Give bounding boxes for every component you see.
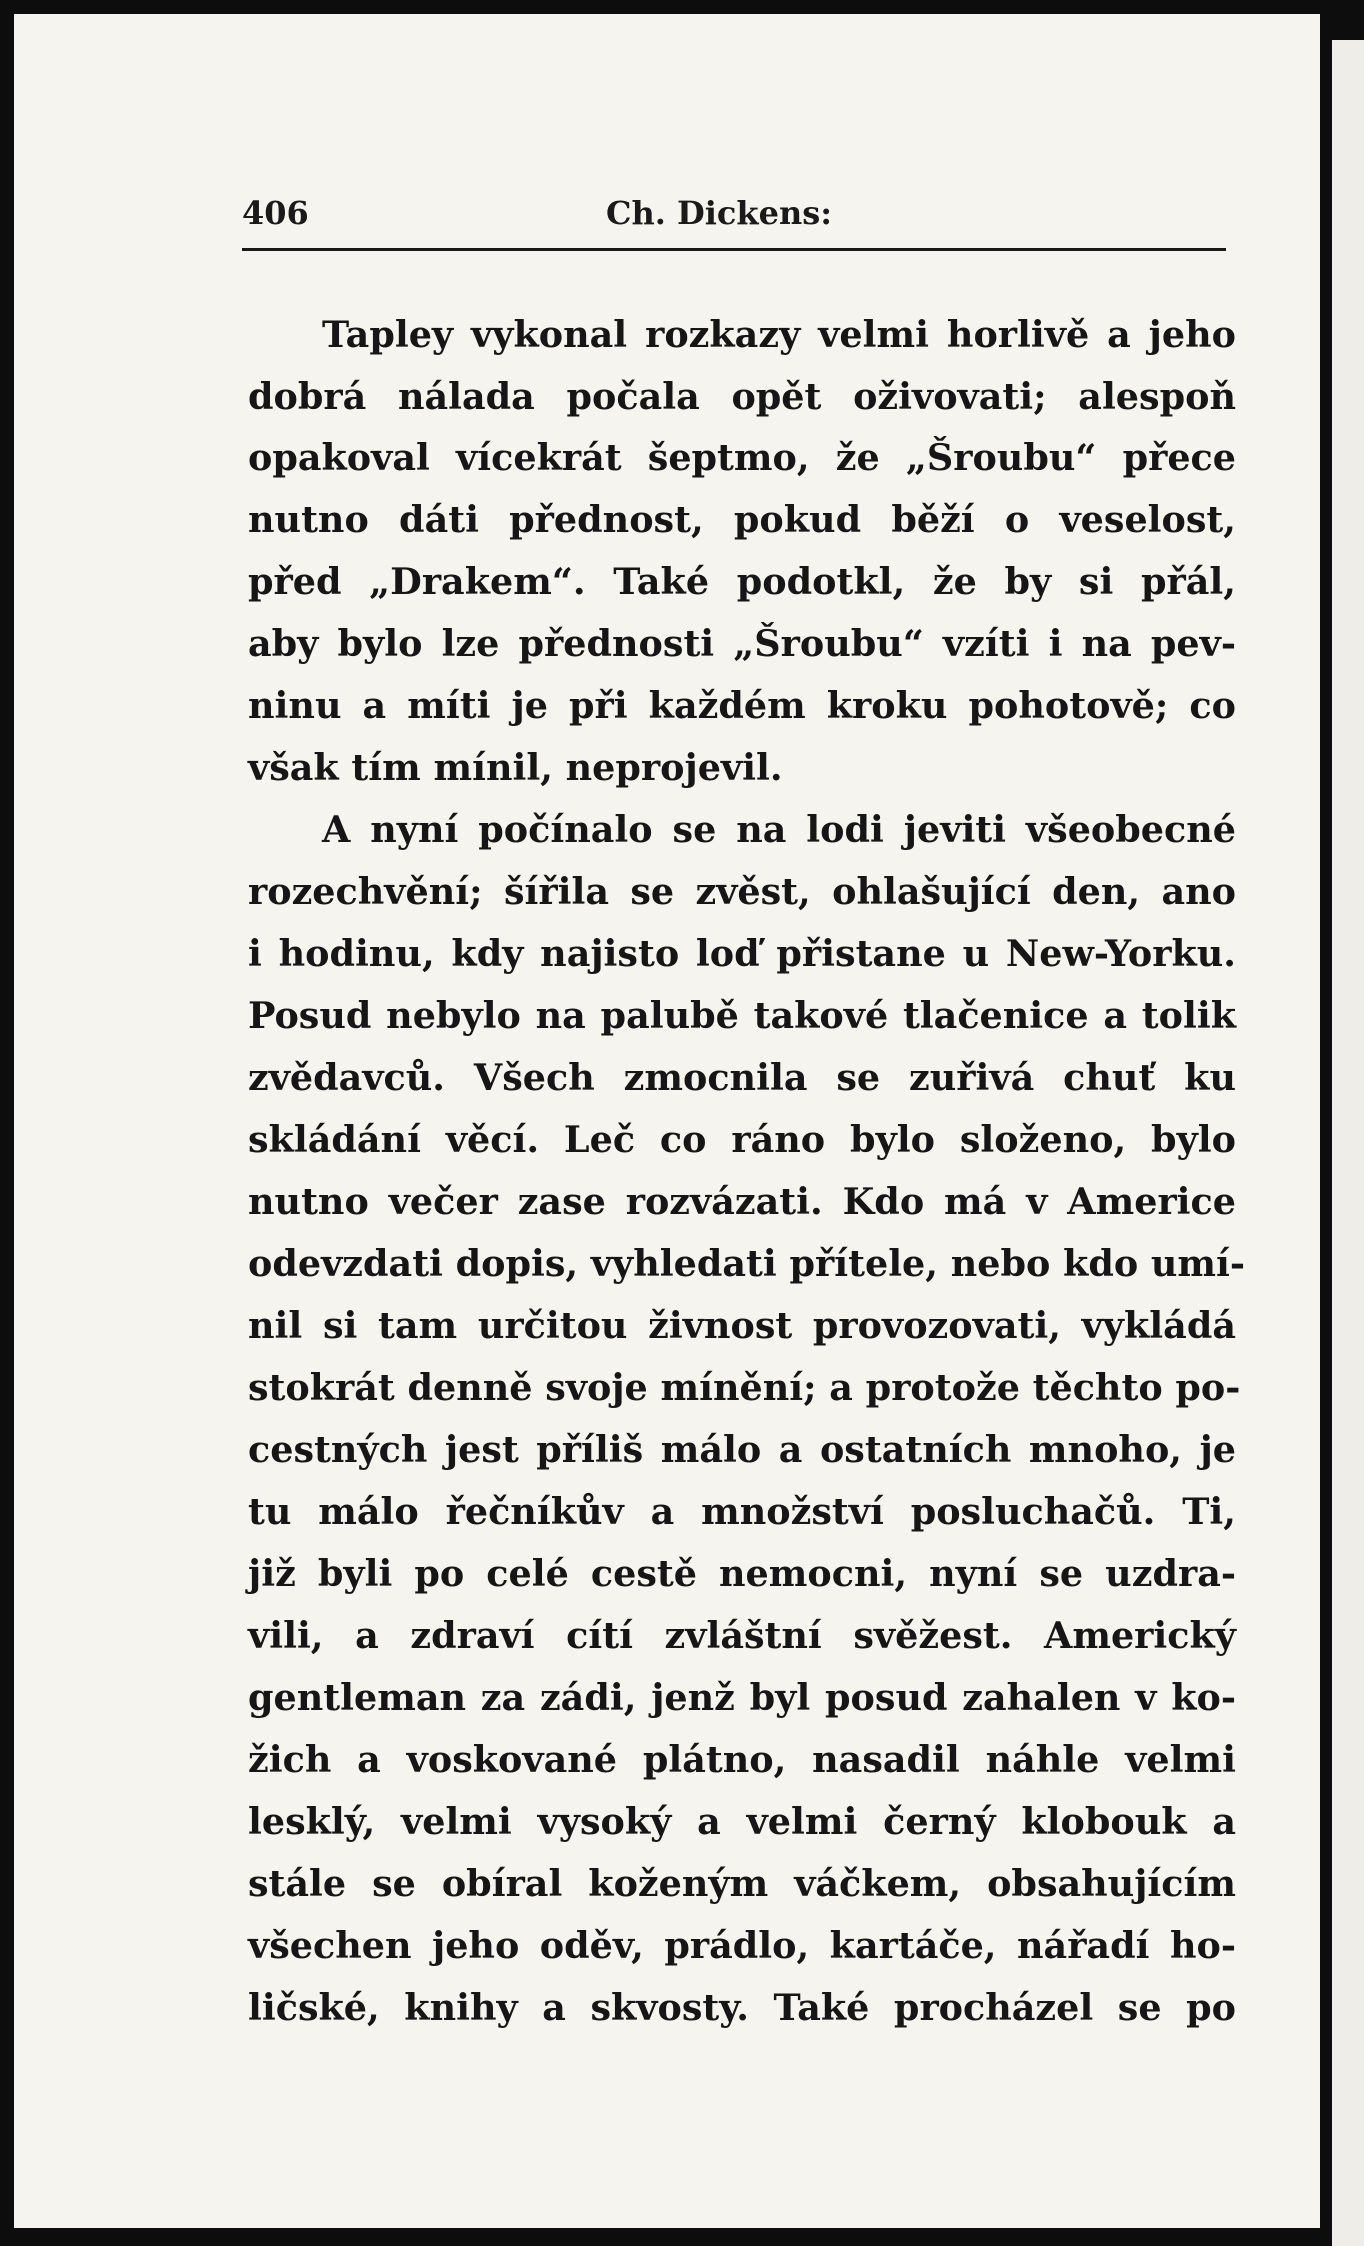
text-line: zvědavců. Všech zmocnila se zuřivá chuť ku [248, 1056, 1236, 1099]
text-line: Tapley vykonal rozkazy velmi horlivě a jeho [322, 313, 1236, 356]
text-line: cestných jest příliš málo a ostatních mnoho, je [248, 1428, 1236, 1471]
text-line: odevzdati dopis, vyhledati přítele, nebo kdo umí- [248, 1242, 1246, 1285]
text-line: žich a voskované plátno, nasadil náhle velmi [248, 1738, 1236, 1781]
text-line: aby bylo lze přednosti „Šroubu“ vzíti i na pev- [248, 622, 1236, 665]
text-line: gentleman za zádi, jenž byl posud zahalen v ko- [248, 1676, 1236, 1719]
text-line: však tím mínil, neprojevil. [248, 746, 783, 789]
text-line: ličské, knihy a skvosty. Také procházel se po [248, 1986, 1236, 2029]
text-line: dobrá nálada počala opět oživovati; alespoň [248, 375, 1236, 418]
text-line: vili, a zdraví cítí zvláštní svěžest. Americký [248, 1614, 1236, 1657]
text-line: nutno večer zase rozvázati. Kdo má v Americe [248, 1180, 1236, 1223]
text-line: skládání věcí. Leč co ráno bylo složeno, bylo [248, 1118, 1236, 1161]
text-line: opakoval vícekrát šeptmo, že „Šroubu“ přece [248, 436, 1236, 479]
book-page [14, 14, 1320, 2228]
text-line: A nyní počínalo se na lodi jeviti všeobecné [322, 808, 1236, 851]
running-head: Ch. Dickens: [606, 194, 833, 232]
text-line: ninu a míti je při každém kroku pohotově; co [248, 684, 1236, 727]
text-line: i hodinu, kdy najisto loď přistane u New-Yorku. [248, 932, 1236, 975]
text-line: nutno dáti přednost, pokud běží o veselost, [248, 498, 1236, 541]
text-line: stále se obíral koženým váčkem, obsahujícím [248, 1862, 1236, 1905]
text-line: stokrát denně svoje mínění; a protože těchto po- [248, 1366, 1241, 1409]
page-header [242, 190, 1226, 240]
page-number: 406 [242, 194, 309, 232]
text-line: lesklý, velmi vysoký a velmi černý klobouk a [248, 1800, 1236, 1843]
text-line: všechen jeho oděv, prádlo, kartáče, nářadí ho- [248, 1924, 1236, 1967]
text-line: před „Drakem“. Také podotkl, že by si přál, [248, 560, 1236, 603]
header-rule [242, 248, 1226, 251]
text-line: rozechvění; šířila se zvěst, ohlašující den, ano [248, 870, 1236, 913]
adjacent-page-edge [1332, 40, 1364, 2246]
text-line: nil si tam určitou živnost provozovati, vykládá [248, 1304, 1236, 1347]
text-line: tu málo řečníkův a množství posluchačů. Ti, [248, 1490, 1236, 1533]
text-line: Posud nebylo na palubě takové tlačenice a tolik [248, 994, 1236, 1037]
text-line: již byli po celé cestě nemocni, nyní se uzdra- [248, 1552, 1236, 1595]
